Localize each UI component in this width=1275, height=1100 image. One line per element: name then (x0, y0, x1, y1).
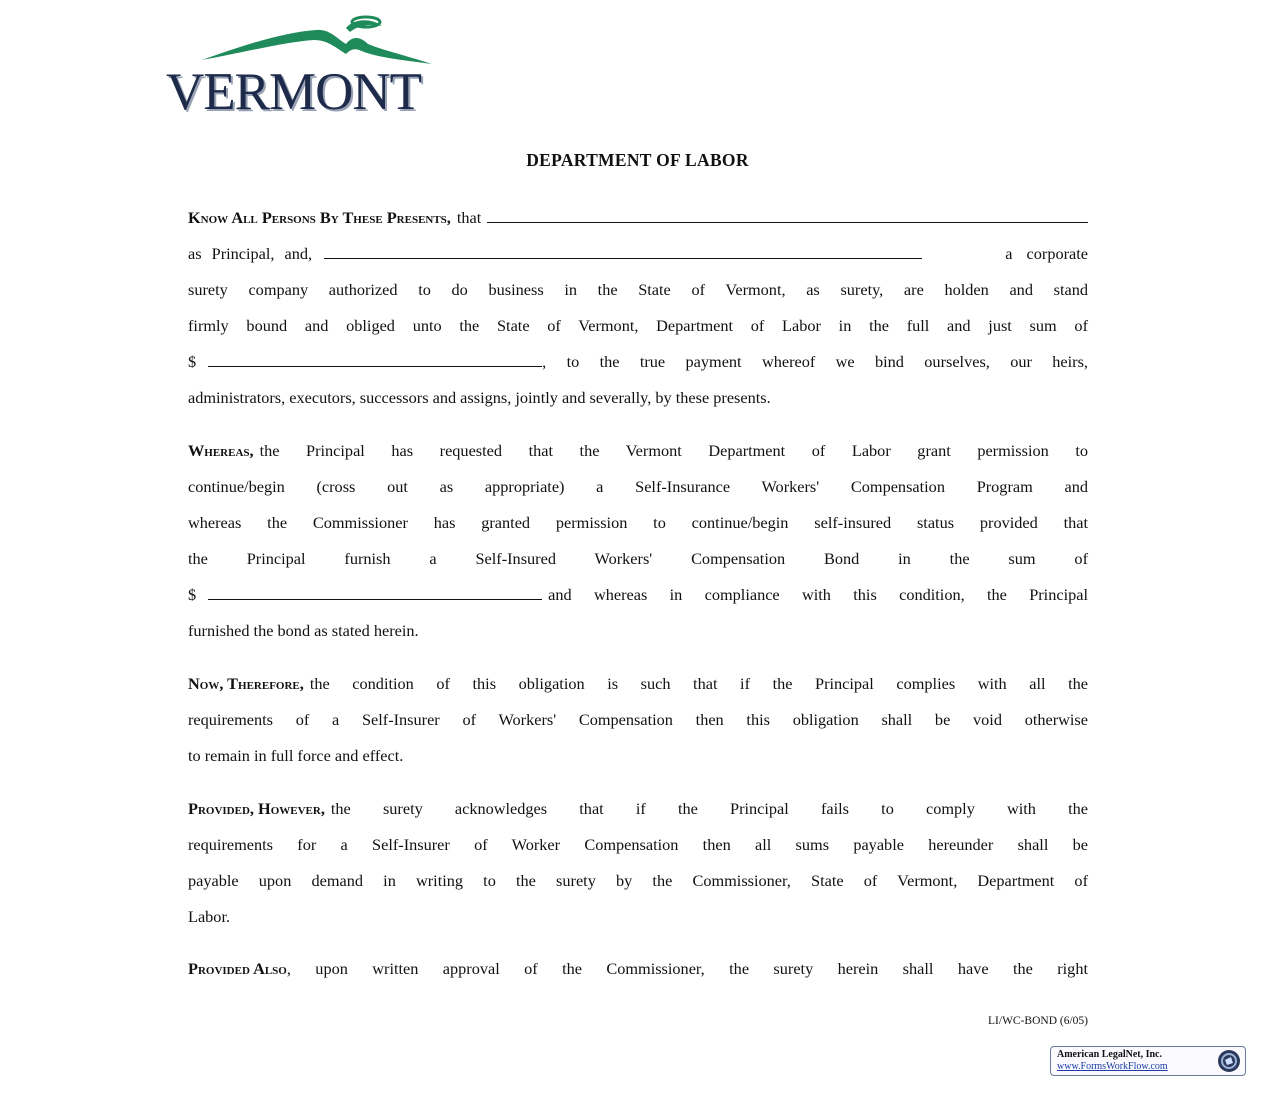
vermont-logo (166, 14, 466, 121)
principal-name-field[interactable] (487, 208, 1088, 223)
whereas-paragraph: Whereas, the Principal has requested that the Vermont Department of Labor grant permission to continue/begin (cross out as appropriate) a Self-Insurance Workers' Compensation Program and whereas the Commissioner has granted permission to continue/begin self-insured status provided that the Principal furnish a Self-Insured Workers' Compensation Bond in the sum of $ and whereas in compliance with this condition, the Principal furnished the bond as stated herein. (188, 441, 1088, 640)
therefore-paragraph: Now, Therefore, the condition of this obligation is such that if the Principal complies with all the requirements of a Self-Insurer of Workers' Compensation then this obligation shall be void otherwise to remain in full force and effect. (188, 674, 1088, 765)
provided-however-paragraph: Provided, However, the surety acknowledges that if the Principal fails to comply with the requirements for a Self-Insurer of Worker Compensation then all sums payable hereunder shall be payable upon demand in writing to the surety by the Commissioner, State of Vermont, Department of Labor. (188, 799, 1088, 926)
vendor-name: American LegalNet, Inc. (1057, 1049, 1162, 1060)
provided-however-lead: Provided, However, (188, 799, 325, 818)
page-title: DEPARTMENT OF LABOR (526, 150, 749, 170)
intro-paragraph: Know All Persons By These Presents, that as Principal, and, a corporate surety company authorized to do business in the State of Vermont, as surety, are holden and stand firmly bound and obliged unto the State of Vermont, Department of Labor in the full and just sum of $ , to the true payment whereof we bind ourselves, our heirs, administrators, executors, successors and assigns, jointly and severally, by these presents. (188, 208, 1088, 407)
vendor-link[interactable]: www.FormsWorkFlow.com (1057, 1061, 1168, 1072)
whereas-lead: Whereas, (188, 441, 254, 460)
intro-lead: Know All Persons By These Presents, (188, 208, 451, 227)
vermont-wordmark: VERMONT (166, 63, 422, 121)
bond-sum-field-2[interactable] (208, 585, 542, 600)
therefore-lead: Now, Therefore, (188, 674, 304, 693)
vendor-badge[interactable] (1050, 1046, 1246, 1076)
bond-sum-field[interactable] (208, 352, 542, 367)
form-code: LI/WC-BOND (6/05) (988, 1015, 1088, 1027)
surety-name-field[interactable] (324, 244, 922, 259)
globe-icon (1216, 1048, 1242, 1074)
provided-also-paragraph: Provided Also , upon written approval of the Commissioner, the surety herein shall have the right (188, 959, 1088, 978)
provided-also-lead: Provided Also (188, 959, 287, 978)
